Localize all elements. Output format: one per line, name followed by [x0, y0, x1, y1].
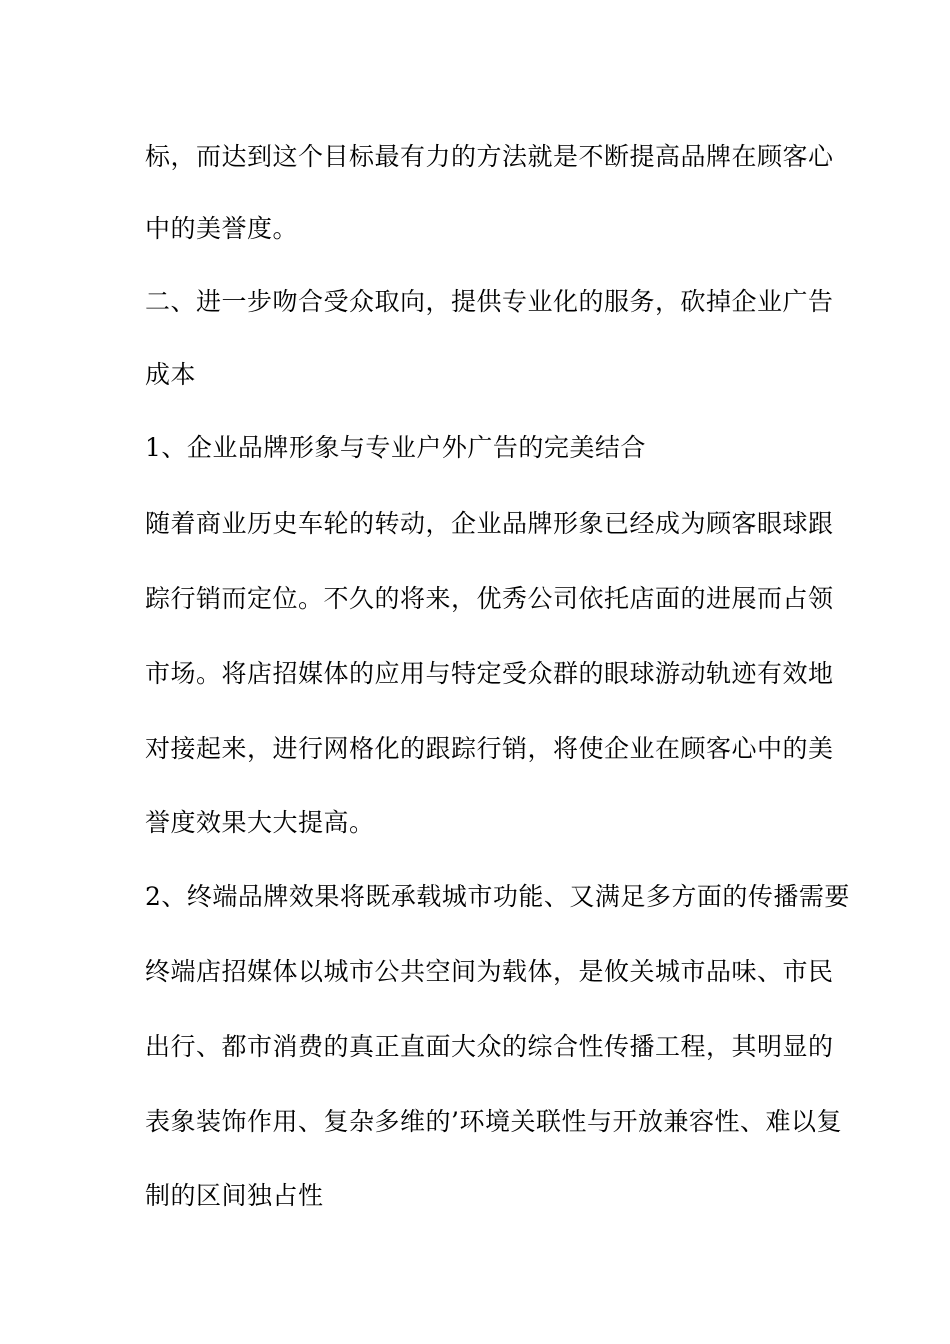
subheading-1: 1、企业品牌形象与专业户外广告的完美结合 [145, 433, 646, 462]
text-line-10: 誉度效果大大提高。 [145, 808, 375, 837]
text-line-6: 随着商业历史车轮的转动，企业品牌形象已经成为顾客眼球跟 [145, 509, 834, 538]
text-line-15: 制的区间独占性 [145, 1181, 324, 1210]
text-line-8: 市场。将店招媒体的应用与特定受众群的眼球游动轨迹有效地 [145, 659, 834, 688]
text-line-7: 踪行销而定位。不久的将来，优秀公司依托店面的进展而占领 [145, 584, 834, 613]
text-line-14: 表象装饰作用、复杂多维的’环境关联性与开放兼容性、难以复 [145, 1107, 842, 1136]
section-heading-2: 二、进一步吻合受众取向，提供专业化的服务，砍掉企业广告 [145, 287, 834, 316]
subheading-2: 2、终端品牌效果将既承载城市功能、又满足多方面的传播需要 [145, 882, 850, 911]
section-heading-2-cont: 成本 [145, 360, 197, 389]
text-line-1: 标，而达到这个目标最有力的方法就是不断提高品牌在顾客心 [145, 142, 834, 171]
text-line-9: 对接起来，进行网格化的跟踪行销，将使企业在顾客心中的美 [145, 734, 834, 763]
text-line-12: 终端店招媒体以城市公共空间为载体，是攸关城市品味、市民 [145, 957, 834, 986]
text-line-13: 出行、都市消费的真正直面大众的综合性传播工程，其明显的 [145, 1032, 834, 1061]
text-line-2: 中的美誉度。 [145, 214, 299, 243]
